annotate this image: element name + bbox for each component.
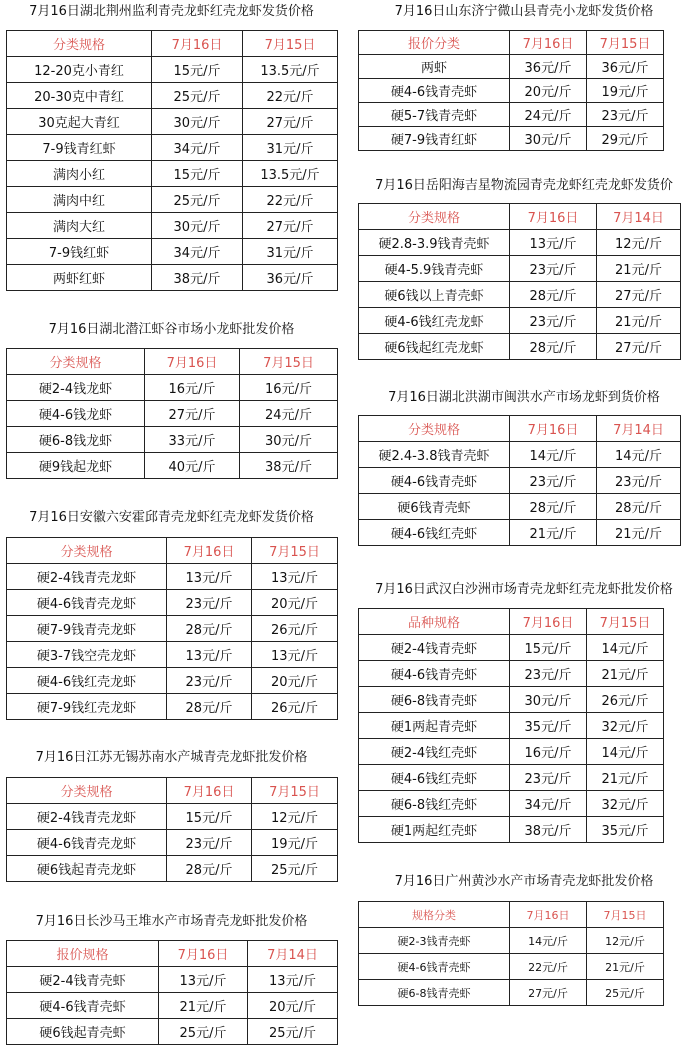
price-cell: 21元/斤: [587, 954, 664, 980]
spec-cell: 30克起大青红: [7, 109, 152, 135]
table-row: [359, 442, 681, 468]
table-row: [7, 804, 338, 830]
price-cell: 29元/斤: [587, 127, 664, 151]
price-cell: 34元/斤: [152, 239, 243, 265]
column-header: 7月16日: [510, 31, 587, 55]
price-cell: 15元/斤: [152, 161, 243, 187]
table-row: [359, 713, 664, 739]
table-row: [7, 453, 338, 479]
table-title: 7月16日岳阳海吉星物流园青壳龙虾红壳龙虾发货价: [375, 178, 673, 193]
price-cell: 23元/斤: [597, 468, 681, 494]
table-header-row: [7, 941, 338, 967]
table-row: [7, 856, 338, 882]
table-header-row: [359, 31, 664, 55]
table-row: [7, 427, 338, 453]
price-cell: 15元/斤: [167, 804, 252, 830]
price-cell: 31元/斤: [243, 135, 338, 161]
price-cell: 30元/斤: [152, 109, 243, 135]
column-header: 7月16日: [167, 778, 252, 804]
table-row: [359, 739, 664, 765]
table-title: 7月16日湖北洪湖市闽洪水产市场龙虾到货价格: [388, 390, 660, 405]
column-header: 7月15日: [587, 31, 664, 55]
table-row: [7, 590, 338, 616]
table-row: [359, 230, 681, 256]
price-cell: 23元/斤: [167, 830, 252, 856]
price-cell: 28元/斤: [510, 282, 597, 308]
price-cell: 24元/斤: [510, 103, 587, 127]
spec-cell: 7-9钱青红虾: [7, 135, 152, 161]
column-header: 分类规格: [359, 204, 510, 230]
price-cell: 26元/斤: [587, 687, 664, 713]
table-row: [7, 57, 338, 83]
table-row: [359, 791, 664, 817]
price-cell: 21元/斤: [159, 993, 248, 1019]
spec-cell: 硬7-9钱青壳龙虾: [7, 616, 167, 642]
table-row: [359, 103, 664, 127]
table-header-row: [7, 778, 338, 804]
price-table: [358, 203, 681, 360]
price-table: [358, 415, 681, 546]
price-cell: 23元/斤: [587, 103, 664, 127]
price-cell: 35元/斤: [587, 817, 664, 843]
price-cell: 38元/斤: [152, 265, 243, 291]
spec-cell: 7-9钱红虾: [7, 239, 152, 265]
price-cell: 27元/斤: [243, 213, 338, 239]
price-cell: 14元/斤: [510, 442, 597, 468]
table-row: [7, 642, 338, 668]
price-cell: 31元/斤: [243, 239, 338, 265]
price-table: [6, 30, 338, 291]
spec-cell: 硬7-9钱红壳龙虾: [7, 694, 167, 720]
spec-cell: 硬1两起青壳虾: [359, 713, 510, 739]
spec-cell: 硬2.8-3.9钱青壳虾: [359, 230, 510, 256]
table-row: [7, 401, 338, 427]
price-cell: 15元/斤: [510, 635, 587, 661]
spec-cell: 硬2-4钱青壳龙虾: [7, 564, 167, 590]
table-row: [359, 55, 664, 79]
column-header: 7月14日: [248, 941, 338, 967]
spec-cell: 硬7-9钱青红虾: [359, 127, 510, 151]
table-row: [7, 135, 338, 161]
spec-cell: 硬2-3钱青壳虾: [359, 928, 510, 954]
spec-cell: 12-20克小青红: [7, 57, 152, 83]
table-row: [7, 213, 338, 239]
table-title: 7月16日湖北荆州监利青壳龙虾红壳龙虾发货价格: [29, 4, 314, 19]
price-cell: 20元/斤: [510, 79, 587, 103]
spec-cell: 硬4-6钱红壳虾: [359, 765, 510, 791]
table-title: 7月16日长沙马王堆水产市场青壳龙虾批发价格: [35, 914, 308, 929]
price-cell: 21元/斤: [587, 765, 664, 791]
table-row: [359, 928, 664, 954]
price-cell: 13.5元/斤: [243, 57, 338, 83]
column-header: 7月16日: [510, 204, 597, 230]
table-header-row: [7, 349, 338, 375]
table-title: 7月16日湖北潜江虾谷市场小龙虾批发价格: [48, 322, 295, 337]
price-cell: 13.5元/斤: [243, 161, 338, 187]
price-cell: 13元/斤: [252, 642, 338, 668]
price-cell: 27元/斤: [597, 282, 681, 308]
price-cell: 14元/斤: [587, 739, 664, 765]
spec-cell: 硬4-6钱青壳虾: [359, 661, 510, 687]
table-row: [359, 282, 681, 308]
price-cell: 14元/斤: [597, 442, 681, 468]
table-header-row: [359, 902, 664, 928]
price-cell: 38元/斤: [240, 453, 338, 479]
price-cell: 36元/斤: [243, 265, 338, 291]
price-cell: 23元/斤: [510, 765, 587, 791]
table-header-row: [359, 416, 681, 442]
spec-cell: 硬6-8钱青壳虾: [359, 980, 510, 1006]
table-row: [359, 79, 664, 103]
price-cell: 28元/斤: [510, 494, 597, 520]
price-cell: 22元/斤: [243, 83, 338, 109]
price-cell: 22元/斤: [510, 954, 587, 980]
price-cell: 21元/斤: [597, 308, 681, 334]
price-cell: 27元/斤: [145, 401, 240, 427]
price-cell: 28元/斤: [510, 334, 597, 360]
table-row: [7, 187, 338, 213]
spec-cell: 硬4-5.9钱青壳虾: [359, 256, 510, 282]
price-cell: 27元/斤: [243, 109, 338, 135]
spec-cell: 硬9钱起龙虾: [7, 453, 145, 479]
table-row: [7, 375, 338, 401]
price-table: [6, 777, 338, 882]
table-row: [359, 765, 664, 791]
table-title: 7月16日广州黄沙水产市场青壳龙虾批发价格: [394, 874, 654, 889]
price-cell: 13元/斤: [167, 564, 252, 590]
price-cell: 20元/斤: [248, 993, 338, 1019]
table-row: [7, 830, 338, 856]
price-cell: 13元/斤: [252, 564, 338, 590]
price-cell: 27元/斤: [510, 980, 587, 1006]
price-cell: 25元/斤: [152, 83, 243, 109]
spec-cell: 硬2-4钱青壳龙虾: [7, 804, 167, 830]
price-cell: 21元/斤: [510, 520, 597, 546]
table-header-row: [359, 204, 681, 230]
spec-cell: 硬3-7钱空壳龙虾: [7, 642, 167, 668]
spec-cell: 硬2-4钱红壳虾: [359, 739, 510, 765]
price-cell: 23元/斤: [167, 590, 252, 616]
table-header-row: [7, 538, 338, 564]
spec-cell: 硬4-6钱青壳虾: [359, 954, 510, 980]
spec-cell: 硬6钱青壳虾: [359, 494, 510, 520]
column-header: 7月16日: [167, 538, 252, 564]
table-row: [359, 468, 681, 494]
price-cell: 25元/斤: [587, 980, 664, 1006]
spec-cell: 硬4-6钱青壳虾: [359, 468, 510, 494]
price-cell: 33元/斤: [145, 427, 240, 453]
price-cell: 13元/斤: [248, 967, 338, 993]
price-cell: 23元/斤: [167, 668, 252, 694]
price-cell: 14元/斤: [510, 928, 587, 954]
column-header: 7月15日: [240, 349, 338, 375]
table-row: [359, 308, 681, 334]
table-row: [359, 256, 681, 282]
column-header: 品种规格: [359, 609, 510, 635]
spec-cell: 硬6-8钱红壳虾: [359, 791, 510, 817]
column-header: 7月16日: [145, 349, 240, 375]
price-cell: 32元/斤: [587, 713, 664, 739]
spec-cell: 硬2-4钱青壳虾: [7, 967, 159, 993]
column-header: 分类规格: [7, 538, 167, 564]
price-cell: 28元/斤: [167, 856, 252, 882]
column-header: 7月16日: [510, 416, 597, 442]
column-header: 分类规格: [359, 416, 510, 442]
table-row: [359, 817, 664, 843]
table-title: 7月16日武汉白沙洲市场青壳龙虾红壳龙虾批发价格: [375, 582, 673, 597]
table-row: [7, 616, 338, 642]
spec-cell: 硬4-6钱青壳龙虾: [7, 590, 167, 616]
price-cell: 25元/斤: [248, 1019, 338, 1045]
column-header: 分类规格: [7, 349, 145, 375]
price-cell: 40元/斤: [145, 453, 240, 479]
price-cell: 23元/斤: [510, 468, 597, 494]
spec-cell: 硬2-4钱青壳虾: [359, 635, 510, 661]
spec-cell: 硬2.4-3.8钱青壳虾: [359, 442, 510, 468]
spec-cell: 满肉小红: [7, 161, 152, 187]
price-cell: 15元/斤: [152, 57, 243, 83]
price-cell: 34元/斤: [152, 135, 243, 161]
column-header: 报价分类: [359, 31, 510, 55]
price-cell: 26元/斤: [252, 694, 338, 720]
table-row: [7, 239, 338, 265]
price-cell: 19元/斤: [587, 79, 664, 103]
price-cell: 25元/斤: [152, 187, 243, 213]
table-title: 7月16日山东济宁微山县青壳小龙虾发货价格: [394, 4, 654, 19]
table-row: [7, 668, 338, 694]
spec-cell: 硬6-8钱青壳虾: [359, 687, 510, 713]
spec-cell: 硬4-6钱龙虾: [7, 401, 145, 427]
table-row: [7, 109, 338, 135]
price-cell: 36元/斤: [587, 55, 664, 79]
spec-cell: 硬5-7钱青壳虾: [359, 103, 510, 127]
price-cell: 23元/斤: [510, 661, 587, 687]
spec-cell: 硬6钱起红壳龙虾: [359, 334, 510, 360]
price-cell: 27元/斤: [597, 334, 681, 360]
spec-cell: 硬4-6钱红壳龙虾: [359, 308, 510, 334]
price-cell: 32元/斤: [587, 791, 664, 817]
table-row: [7, 967, 338, 993]
table-header-row: [7, 31, 338, 57]
spec-cell: 硬4-6钱红壳虾: [359, 520, 510, 546]
table-header-row: [359, 609, 664, 635]
table-row: [359, 127, 664, 151]
column-header: 7月15日: [252, 778, 338, 804]
price-table: [358, 608, 664, 843]
price-cell: 21元/斤: [587, 661, 664, 687]
spec-cell: 硬2-4钱龙虾: [7, 375, 145, 401]
column-header: 7月16日: [152, 31, 243, 57]
spec-cell: 满肉中红: [7, 187, 152, 213]
price-cell: 25元/斤: [159, 1019, 248, 1045]
column-header: 报价规格: [7, 941, 159, 967]
column-header: 7月16日: [510, 609, 587, 635]
table-row: [7, 83, 338, 109]
table-row: [359, 520, 681, 546]
table-row: [359, 687, 664, 713]
table-row: [7, 564, 338, 590]
price-cell: 25元/斤: [252, 856, 338, 882]
price-cell: 24元/斤: [240, 401, 338, 427]
spec-cell: 硬6钱起青壳虾: [7, 1019, 159, 1045]
table-title: 7月16日安徽六安霍邱青壳龙虾红壳龙虾发货价格: [29, 510, 314, 525]
table-row: [359, 954, 664, 980]
column-header: 7月15日: [252, 538, 338, 564]
price-cell: 21元/斤: [597, 256, 681, 282]
price-cell: 19元/斤: [252, 830, 338, 856]
spec-cell: 20-30克中青红: [7, 83, 152, 109]
price-cell: 22元/斤: [243, 187, 338, 213]
column-header: 7月16日: [510, 902, 587, 928]
price-cell: 35元/斤: [510, 713, 587, 739]
spec-cell: 硬1两起红壳虾: [359, 817, 510, 843]
price-cell: 30元/斤: [240, 427, 338, 453]
price-cell: 30元/斤: [152, 213, 243, 239]
column-header: 7月15日: [587, 902, 664, 928]
table-row: [359, 494, 681, 520]
price-cell: 16元/斤: [145, 375, 240, 401]
spec-cell: 满肉大红: [7, 213, 152, 239]
price-cell: 23元/斤: [510, 256, 597, 282]
spec-cell: 两虾红虾: [7, 265, 152, 291]
table-row: [7, 1019, 338, 1045]
price-cell: 21元/斤: [597, 520, 681, 546]
spec-cell: 硬4-6钱青壳虾: [7, 993, 159, 1019]
price-table: [358, 30, 664, 151]
column-header: 7月15日: [243, 31, 338, 57]
table-row: [359, 661, 664, 687]
price-cell: 23元/斤: [510, 308, 597, 334]
price-cell: 30元/斤: [510, 687, 587, 713]
column-header: 规格分类: [359, 902, 510, 928]
price-cell: 12元/斤: [252, 804, 338, 830]
table-row: [7, 161, 338, 187]
spec-cell: 硬4-6钱青壳龙虾: [7, 830, 167, 856]
table-row: [359, 334, 681, 360]
price-cell: 13元/斤: [159, 967, 248, 993]
price-cell: 14元/斤: [587, 635, 664, 661]
price-cell: 12元/斤: [597, 230, 681, 256]
column-header: 7月14日: [597, 204, 681, 230]
column-header: 7月15日: [587, 609, 664, 635]
price-cell: 28元/斤: [167, 694, 252, 720]
price-cell: 16元/斤: [240, 375, 338, 401]
column-header: 分类规格: [7, 31, 152, 57]
price-cell: 38元/斤: [510, 817, 587, 843]
spec-cell: 硬4-6钱红壳龙虾: [7, 668, 167, 694]
table-title: 7月16日江苏无锡苏南水产城青壳龙虾批发价格: [35, 750, 308, 765]
spec-cell: 硬4-6钱青壳虾: [359, 79, 510, 103]
price-cell: 12元/斤: [587, 928, 664, 954]
price-table: [358, 901, 664, 1006]
table-row: [359, 635, 664, 661]
price-cell: 20元/斤: [252, 668, 338, 694]
spec-cell: 硬6钱以上青壳虾: [359, 282, 510, 308]
table-row: [7, 993, 338, 1019]
price-cell: 13元/斤: [167, 642, 252, 668]
price-cell: 36元/斤: [510, 55, 587, 79]
column-header: 7月14日: [597, 416, 681, 442]
price-table: [6, 940, 338, 1045]
price-cell: 28元/斤: [597, 494, 681, 520]
table-row: [359, 980, 664, 1006]
price-cell: 34元/斤: [510, 791, 587, 817]
spec-cell: 硬6钱起青壳龙虾: [7, 856, 167, 882]
column-header: 分类规格: [7, 778, 167, 804]
price-cell: 26元/斤: [252, 616, 338, 642]
table-row: [7, 694, 338, 720]
price-cell: 13元/斤: [510, 230, 597, 256]
table-row: [7, 265, 338, 291]
spec-cell: 硬6-8钱龙虾: [7, 427, 145, 453]
price-table: [6, 537, 338, 720]
spec-cell: 两虾: [359, 55, 510, 79]
price-cell: 20元/斤: [252, 590, 338, 616]
price-cell: 28元/斤: [167, 616, 252, 642]
price-table: [6, 348, 338, 479]
price-cell: 16元/斤: [510, 739, 587, 765]
price-cell: 30元/斤: [510, 127, 587, 151]
column-header: 7月16日: [159, 941, 248, 967]
